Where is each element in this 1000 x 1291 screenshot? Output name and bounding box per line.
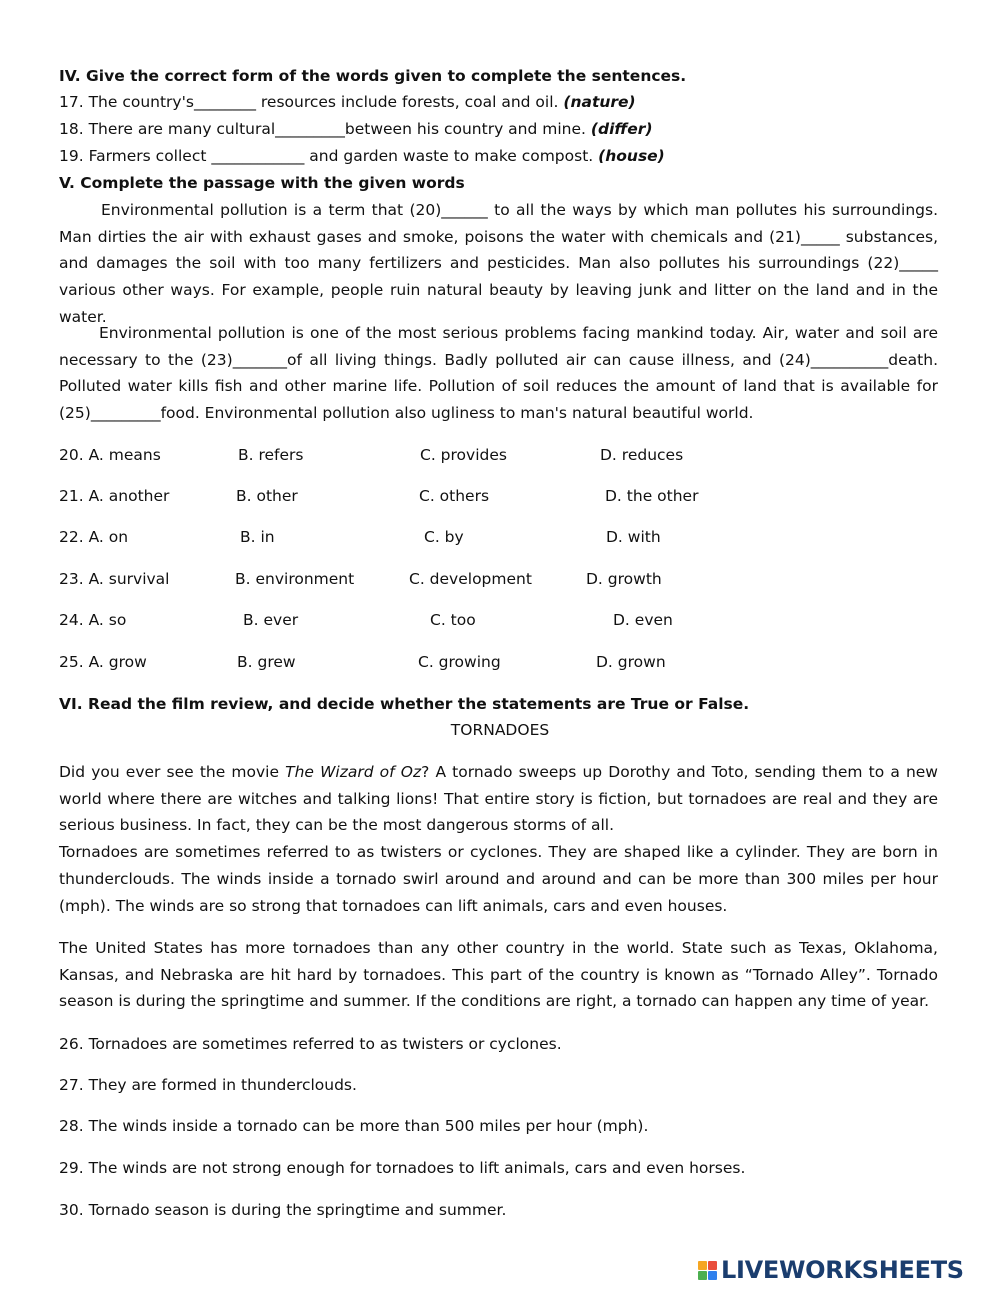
q25-option-d[interactable]: D. grown (596, 653, 666, 671)
q21-option-d[interactable]: D. the other (605, 487, 699, 505)
paragraph-lead: Did you ever see the movie (59, 763, 286, 781)
question-text: 17. The country's________ resources include forests, coal and oil. (59, 93, 564, 111)
q20-option-a[interactable]: 20. A. means (59, 446, 161, 464)
reading-paragraph-3 (59, 935, 938, 1015)
section-5-heading: V. Complete the passage with the given words (59, 174, 465, 192)
q24-option-c[interactable]: C. too (430, 611, 476, 629)
q23-option-a[interactable]: 23. A. survival (59, 570, 170, 588)
paragraph-text: Environmental pollution is one of the most serious problems facing mankind today. Air, water and soil are necessary to the (23)_______of all living things. Badly polluted air can cause illness, and (24)__________death. Polluted water kills fish and other marine life. Pollution of soil reduces the amount of land that is available for (25)_________food. Environmental pollution also ugliness to man's natural beautiful world. (59, 324, 938, 423)
paragraph-text: Environmental pollution is a term that (20)______ to all the ways by which man pollutes his surroundings. Man dirties the air with exhaust gases and smoke, poisons the water with chemicals and (21)_____ substances, and damages the soil with too many fertilizers and pesticides. Man also pollutes his surroundings (22)_____ various other ways. For example, people ruin natural beauty by leaving junk and litter on the land and in the water. (59, 201, 938, 326)
statement-30: 30. Tornado season is during the springtime and summer. (59, 1201, 507, 1219)
logo-block (698, 1271, 707, 1280)
statement-27: 27. They are formed in thunderclouds. (59, 1076, 357, 1094)
q23-option-c[interactable]: C. development (409, 570, 532, 588)
logo-text: LIVEWORKSHEETS (721, 1256, 964, 1284)
q22-option-d[interactable]: D. with (606, 528, 661, 546)
logo-block (698, 1261, 707, 1270)
question-text: 18. There are many cultural_________between his country and mine. (59, 120, 591, 138)
statement-28: 28. The winds inside a tornado can be more than 500 miles per hour (mph). (59, 1117, 649, 1135)
paragraph-text: Tornadoes are sometimes referred to as twisters or cyclones. They are shaped like a cylinder. They are born in thunderclouds. The winds inside a tornado swirl around and around and can be more than 300 miles per hour (mph). The winds are so strong that tornadoes can lift animals, cars and even houses. (59, 843, 938, 915)
q22-option-c[interactable]: C. by (424, 528, 464, 546)
q24-option-a[interactable]: 24. A. so (59, 611, 127, 629)
q23-option-b[interactable]: B. environment (235, 570, 355, 588)
question-19 (59, 146, 665, 166)
logo-blocks-icon (698, 1261, 717, 1280)
passage-paragraph-2 (59, 320, 938, 427)
word-hint: (nature) (563, 93, 636, 111)
q20-option-b[interactable]: B. refers (238, 446, 304, 464)
statement-29: 29. The winds are not strong enough for tornadoes to lift animals, cars and even horses. (59, 1159, 746, 1177)
q25-option-c[interactable]: C. growing (418, 653, 501, 671)
q23-option-d[interactable]: D. growth (586, 570, 662, 588)
q20-option-d[interactable]: D. reduces (600, 446, 684, 464)
q25-option-a[interactable]: 25. A. grow (59, 653, 147, 671)
q24-option-d[interactable]: D. even (613, 611, 673, 629)
q25-option-b[interactable]: B. grew (237, 653, 296, 671)
paragraph-rest: ? A tornado sweeps up Dorothy and Toto, sending them to a new world where there are witches and talking lions! That entire story is fiction, but tornadoes are real and they are serious business. In fact, they can be the most dangerous storms of all. (59, 763, 938, 835)
question-text: 19. Farmers collect ____________ and garden waste to make compost. (59, 147, 599, 165)
logo-block (708, 1271, 717, 1280)
q22-option-b[interactable]: B. in (240, 528, 275, 546)
word-hint: (house) (598, 147, 665, 165)
passage-paragraph-1 (59, 197, 938, 331)
movie-title: The Wizard of Oz (285, 763, 422, 781)
q24-option-b[interactable]: B. ever (243, 611, 299, 629)
q21-option-a[interactable]: 21. A. another (59, 487, 170, 505)
logo-block (708, 1261, 717, 1270)
q21-option-b[interactable]: B. other (236, 487, 298, 505)
paragraph-text (59, 759, 938, 839)
q22-option-a[interactable]: 22. A. on (59, 528, 129, 546)
question-17 (59, 92, 636, 112)
section-6-heading: VI. Read the film review, and decide whether the statements are True or False. (59, 695, 750, 713)
reading-title: TORNADOES (450, 721, 550, 739)
question-18 (59, 119, 653, 139)
q21-option-c[interactable]: C. others (419, 487, 490, 505)
liveworksheets-logo (698, 1256, 964, 1284)
paragraph-text: The United States has more tornadoes than any other country in the world. State such as Texas, Oklahoma, Kansas, and Nebraska are hit hard by tornadoes. This part of the country is known as “Tornado Alley”. Tornado season is during the springtime and summer. If the conditions are right, a tornado can happen any time of year. (59, 939, 938, 1011)
reading-paragraph-1 (59, 759, 938, 919)
word-hint: (differ) (590, 120, 653, 138)
statement-26: 26. Tornadoes are sometimes referred to as twisters or cyclones. (59, 1035, 562, 1053)
q20-option-c[interactable]: C. provides (420, 446, 507, 464)
section-4-heading: IV. Give the correct form of the words given to complete the sentences. (59, 67, 687, 85)
